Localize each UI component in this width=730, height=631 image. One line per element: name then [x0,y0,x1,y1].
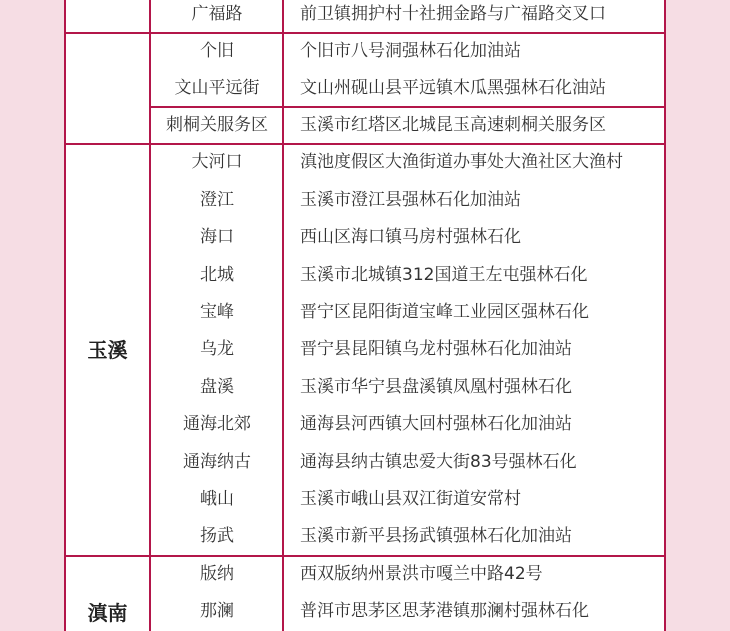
region-label-diannan: 滇南 [87,601,128,625]
station-address: 晋宁县昆阳镇乌龙村强林石化加油站 [300,339,572,359]
station-name: 刺桐关服务区 [166,115,268,135]
station-address: 文山州砚山县平远镇木瓜黑强林石化油站 [300,78,606,98]
station-name: 广福路 [191,4,243,24]
group-divider [66,32,664,34]
station-table [64,0,666,631]
station-name: 峨山 [200,489,234,509]
region-label-yuxi: 玉溪 [87,338,128,362]
station-address: 玉溪市红塔区北城昆玉高速刺桐关服务区 [300,115,606,135]
station-name: 版纳 [200,564,234,584]
station-name: 个旧 [200,41,234,61]
station-address: 通海县纳古镇忠爱大街83号强林石化 [300,452,577,472]
station-address: 西山区海口镇马房村强林石化 [300,227,521,247]
station-address: 玉溪市峨山县双江街道安常村 [300,489,521,509]
station-address: 通海县河西镇大回村强林石化加油站 [300,414,572,434]
station-name: 文山平远街 [174,78,260,98]
station-address: 前卫镇拥护村十社拥金路与广福路交叉口 [300,4,606,24]
station-name: 通海纳古 [183,452,251,472]
station-name: 北城 [200,265,234,285]
station-address: 玉溪市新平县扬武镇强林石化加油站 [300,526,572,546]
station-name: 海口 [200,227,234,247]
station-address: 滇池度假区大渔街道办事处大渔社区大渔村 [300,152,623,172]
station-address: 个旧市八号洞强林石化加油站 [300,41,521,61]
station-name: 澄江 [200,190,234,210]
group-divider [66,555,664,557]
group-divider [66,143,664,145]
station-address: 玉溪市华宁县盘溪镇凤凰村强林石化 [300,377,572,397]
row-divider [149,106,664,108]
station-name: 盘溪 [200,377,234,397]
station-name: 宝峰 [200,302,234,322]
station-name: 乌龙 [200,339,234,359]
station-address: 玉溪市澄江县强林石化加油站 [300,190,521,210]
station-address: 西双版纳州景洪市嘎兰中路42号 [300,564,543,584]
station-address: 晋宁区昆阳街道宝峰工业园区强林石化 [300,302,589,322]
station-address: 普洱市思茅区思茅港镇那澜村强林石化 [300,601,589,621]
station-address: 玉溪市北城镇312国道王左屯强林石化 [300,265,588,285]
station-name: 通海北郊 [183,414,251,434]
station-name: 大河口 [191,152,243,172]
station-name: 扬武 [200,526,234,546]
station-name: 那澜 [200,601,234,621]
